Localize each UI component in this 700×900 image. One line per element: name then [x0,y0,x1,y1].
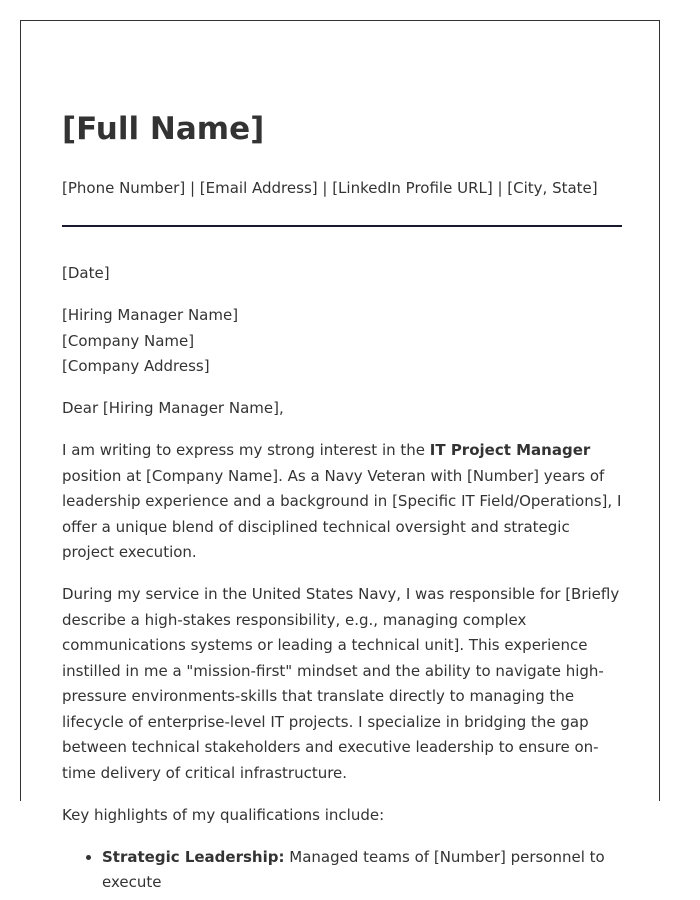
document-page [20,20,660,891]
recipient-company-name: [Company Name] [62,331,195,350]
paragraph-intro-after: position at [Company Name]. As a Navy Veteran with [Number] years of leadership experience and a background in [Specific IT Field/Operations], I offer a unique blend of disciplined technical oversight and strategic project execution. [62,466,622,561]
paragraph-intro [62,438,622,566]
letter-date: [Date] [62,264,110,282]
full-name-heading: [Full Name] [62,111,265,147]
header-divider [62,225,622,227]
highlights-intro: Key highlights of my qualifications include: [62,805,385,824]
role-title: IT Project Manager [429,441,591,459]
recipient-block [62,303,622,380]
highlight-text: Managed teams of [Number] personnel to execute [102,847,605,891]
highlight-title: Strategic Leadership: [102,847,285,866]
paragraph-service: During my service in the United States Navy, I was responsible for [Briefly describe a high-stakes responsibility, e.g., managing complex communications systems or leading a technical unit]. This experience instilled in me a "mission-first" mindset and the ability to navigate high-pressure environments-skills that translate directly to managing the lifecycle of enterprise-level IT projects. I specialize in bridging the gap between technical stakeholders and executive leadership to ensure on-time delivery of critical infrastructure. [62,585,620,782]
paragraph-intro-before: I am writing to express my strong interest in the [62,441,430,459]
highlight-item [102,845,622,896]
contact-info: [Phone Number] | [Email Address] | [LinkedIn Profile URL] | [City, State] [62,179,598,197]
recipient-company-address: [Company Address] [62,357,210,375]
letter-body [62,261,622,896]
recipient-hiring-manager: [Hiring Manager Name] [62,306,239,324]
salutation: Dear [Hiring Manager Name], [62,399,284,417]
highlights-list [62,845,622,896]
